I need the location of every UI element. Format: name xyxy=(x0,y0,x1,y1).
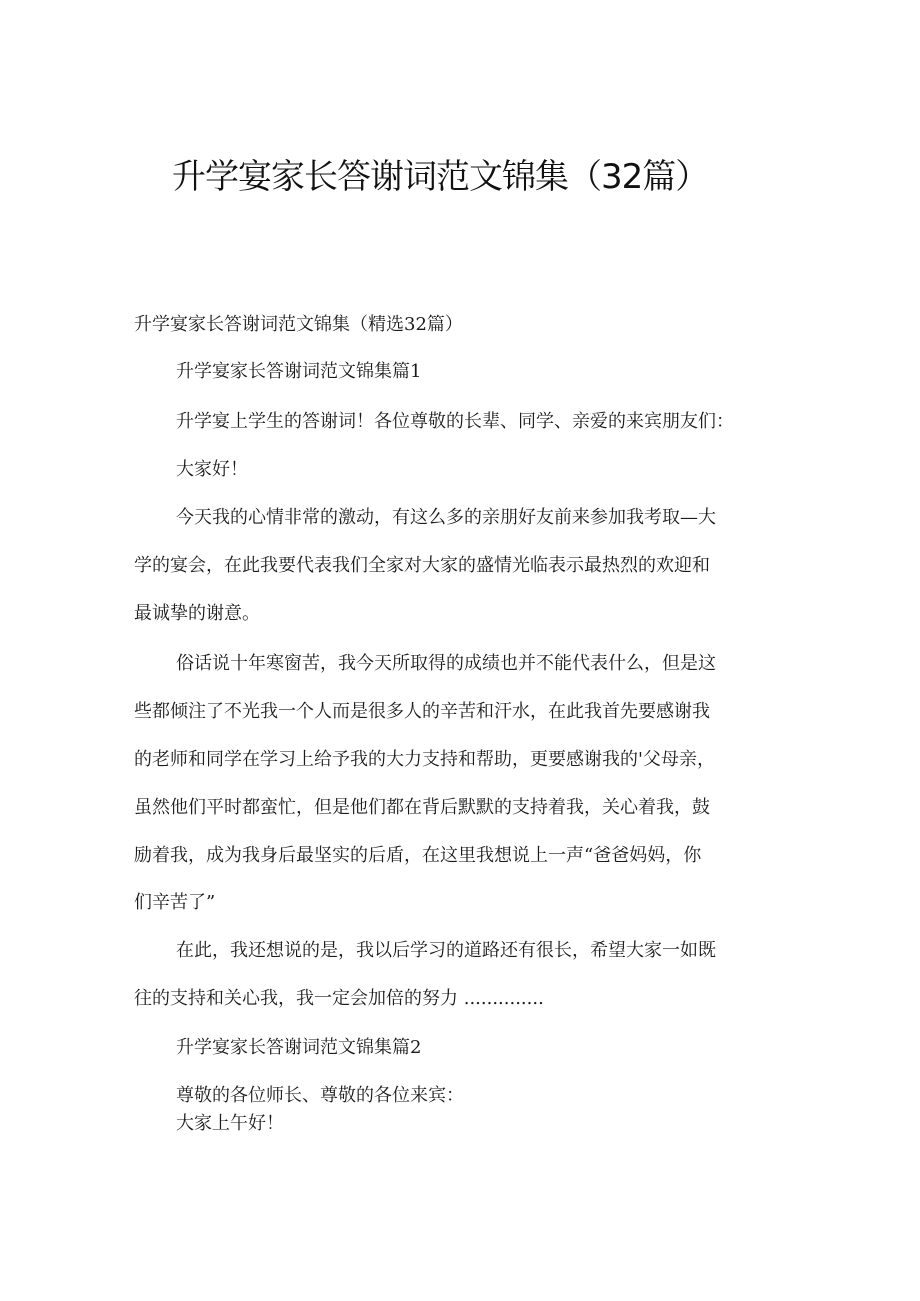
paragraph-line: 大家上午好！ xyxy=(176,1113,284,1134)
paragraph-line: 的老师和同学在学习上给予我的大力支持和帮助，更要感谢我的'父母亲， xyxy=(134,749,715,770)
section-heading-1: 升学宴家长答谢词范文锦集篇1 xyxy=(176,361,422,382)
document-title: 升学宴家长答谢词范文锦集（32篇） xyxy=(172,157,709,197)
paragraph-line: 在此，我还想说的是，我以后学习的道路还有很长，希望大家一如既 xyxy=(176,940,716,961)
paragraph-line: 们辛苦了” xyxy=(134,892,216,913)
paragraph-line: 今天我的心情非常的激动，有这么多的亲朋好友前来参加我考取—大 xyxy=(176,507,716,528)
paragraph-line: 学的宴会，在此我要代表我们全家对大家的盛情光临表示最热烈的欢迎和 xyxy=(134,555,710,576)
paragraph-line: 尊敬的各位师长、尊敬的各位来宾： xyxy=(176,1085,464,1106)
paragraph-line: 虽然他们平时都蛮忙，但是他们都在背后默默的支持着我，关心着我，鼓 xyxy=(134,797,710,818)
paragraph-line: 励着我，成为我身后最坚实的后盾，在这里我想说上一声“爸爸妈妈，你 xyxy=(134,845,702,866)
paragraph-line: 大家好！ xyxy=(176,459,248,480)
paragraph-line: 些都倾注了不光我一个人而是很多人的辛苦和汗水，在此我首先要感谢我 xyxy=(134,701,710,722)
paragraph-line: 最诚挚的谢意。 xyxy=(134,603,260,624)
document-subtitle: 升学宴家长答谢词范文锦集（精选32篇） xyxy=(134,314,463,335)
paragraph-line: 俗话说十年寒窗苦，我今天所取得的成绩也并不能代表什么，但是这 xyxy=(176,653,716,674)
paragraph-line: 往的支持和关心我，我一定会加倍的努力 .............. xyxy=(134,988,544,1009)
paragraph-line: 升学宴上学生的答谢词！各位尊敬的长辈、同学、亲爱的来宾朋友们： xyxy=(176,411,734,432)
section-heading-2: 升学宴家长答谢词范文锦集篇2 xyxy=(176,1037,422,1058)
